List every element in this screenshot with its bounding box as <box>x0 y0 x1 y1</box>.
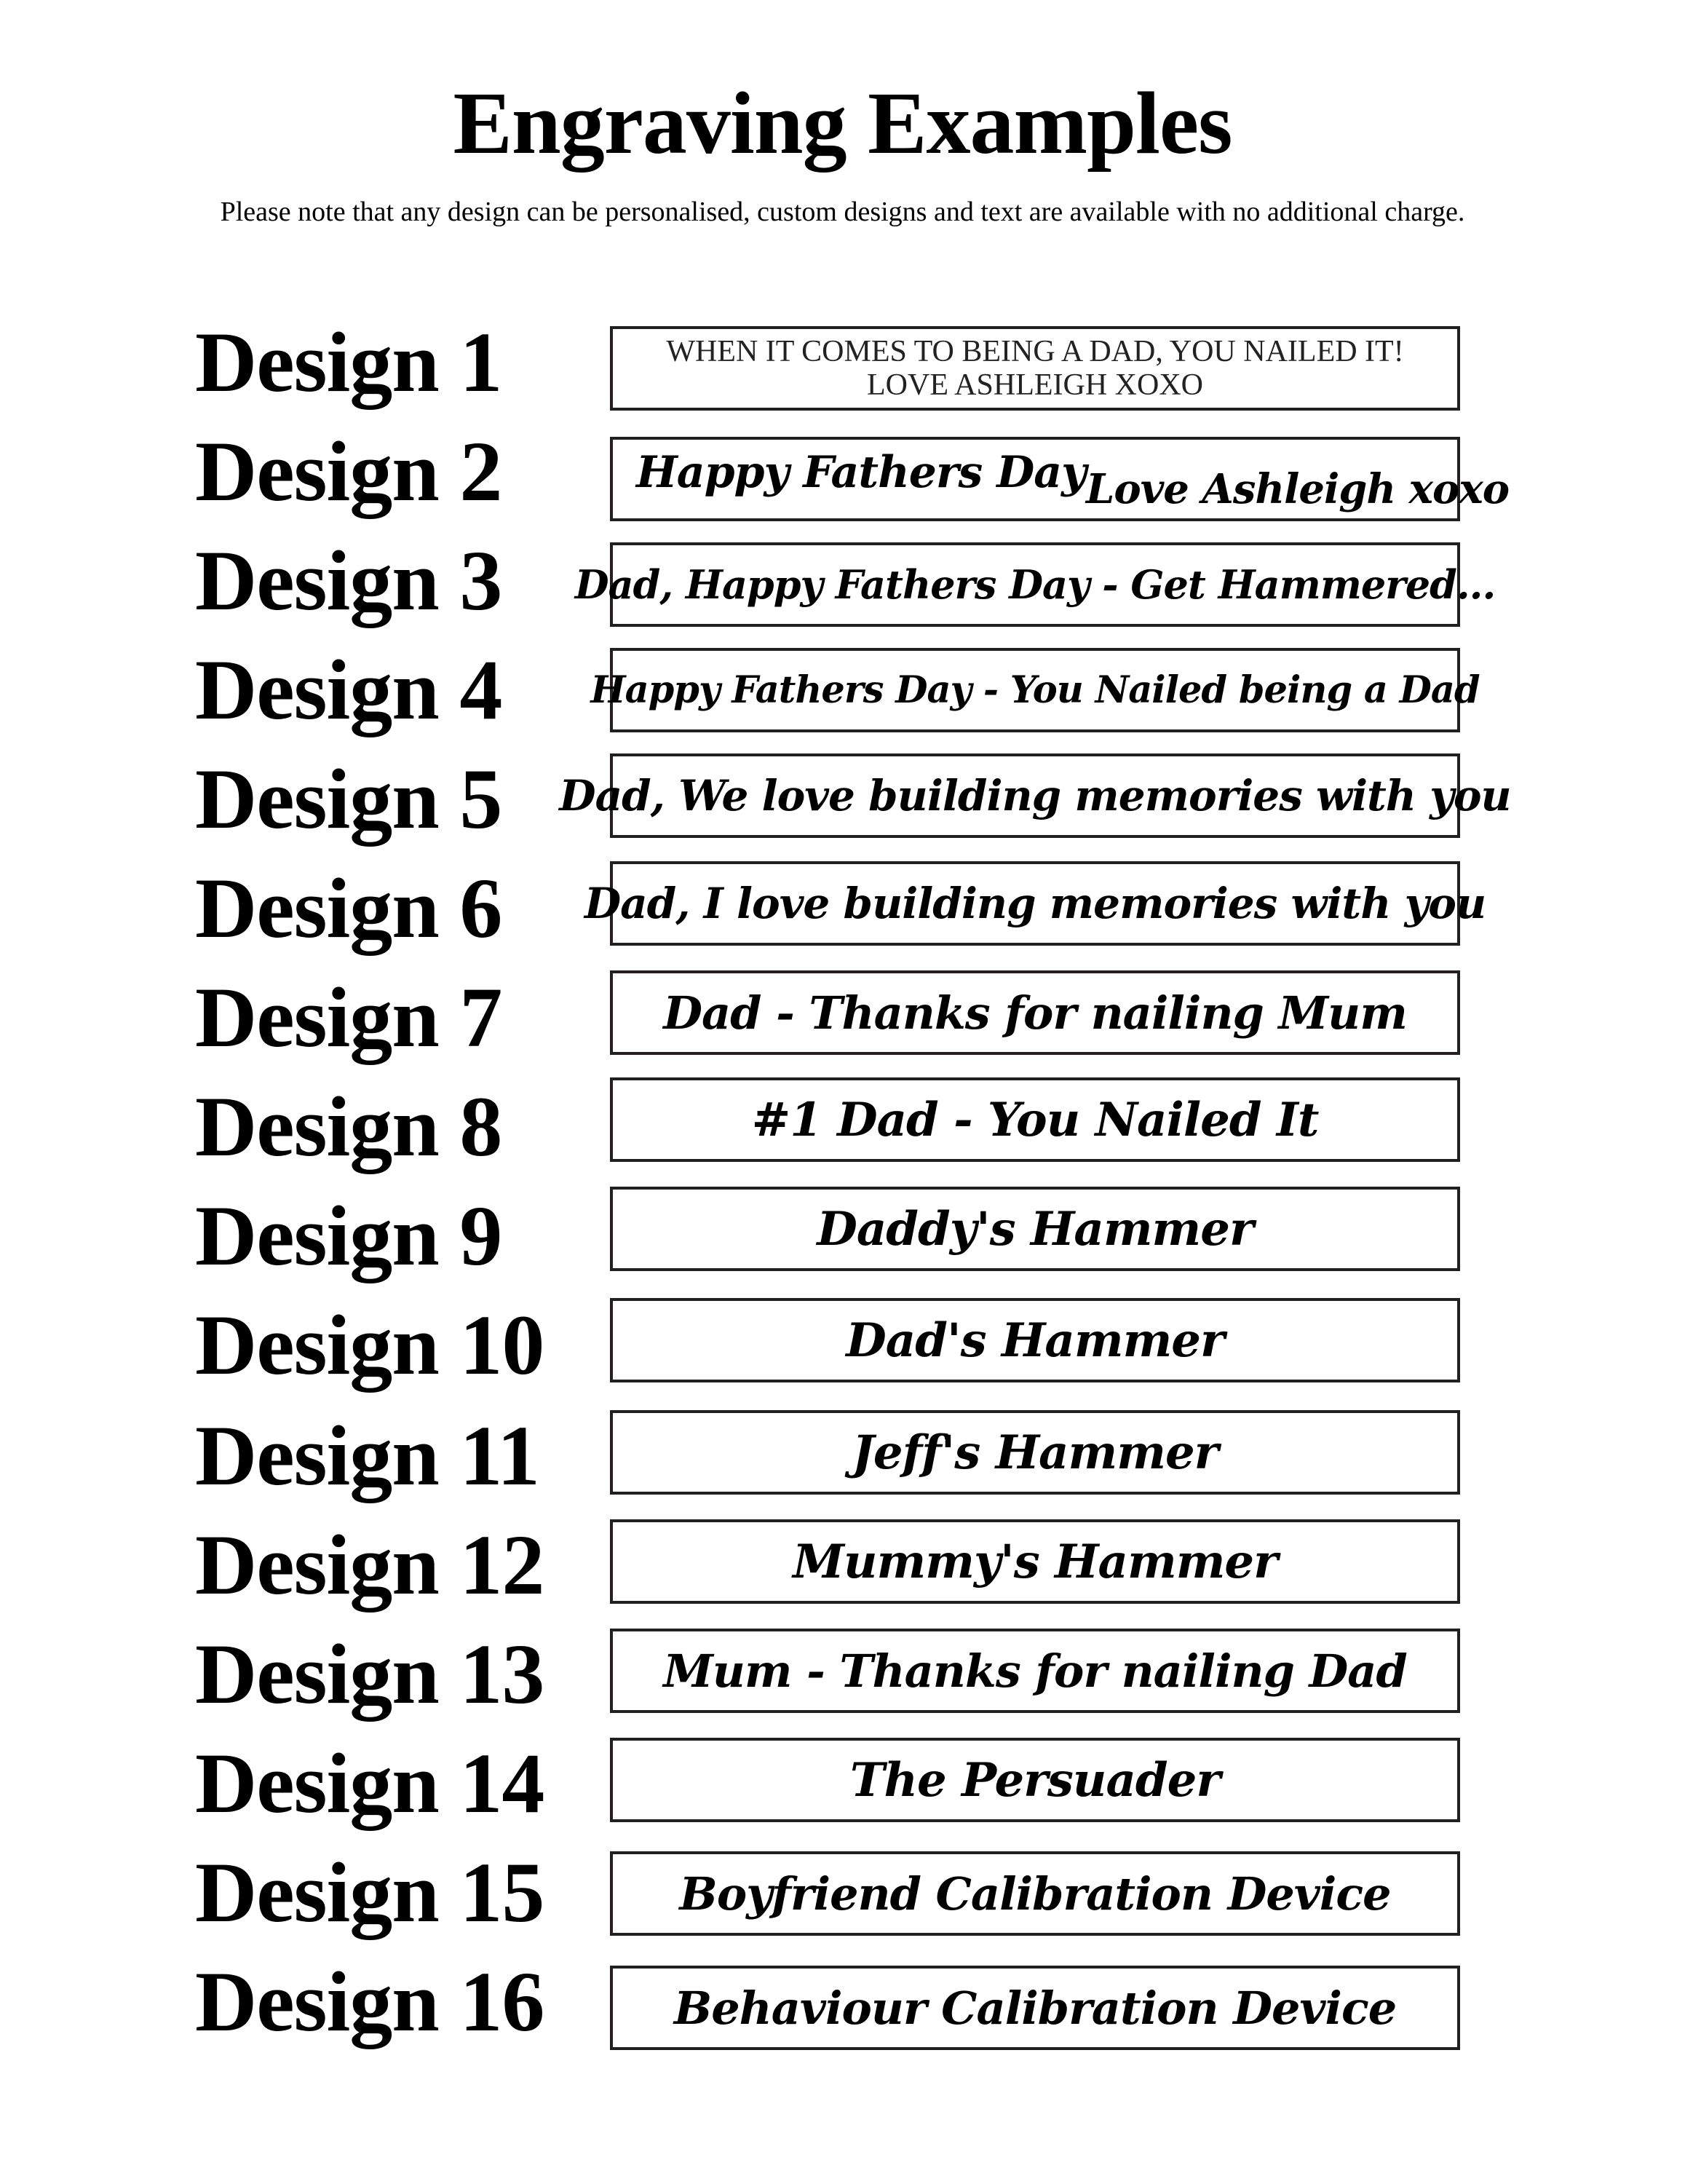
engraving-line: LOVE ASHLEIGH XOXO <box>867 368 1203 402</box>
engraving-text: Dad - Thanks for nailing Mum <box>663 986 1407 1040</box>
engraving-part: Love Ashleigh xoxo <box>1085 465 1510 513</box>
design-label: Design 13 <box>195 1626 544 1722</box>
engraving-plate <box>559 753 1511 838</box>
design-label: Design 6 <box>195 860 502 956</box>
design-label: Design 7 <box>195 970 502 1065</box>
engraving-text <box>613 440 1510 518</box>
engraving-plate <box>610 1851 1460 1936</box>
design-label: Design 9 <box>195 1188 502 1283</box>
engraving-plate <box>610 1298 1460 1382</box>
engraving-text: Mum - Thanks for nailing Dad <box>663 1644 1407 1698</box>
design-label: Design 15 <box>195 1845 544 1940</box>
engraving-plate <box>584 861 1486 946</box>
engraving-text: Daddy's Hammer <box>817 1201 1253 1257</box>
page-title: Engraving Examples <box>453 74 1232 173</box>
engraving-plate <box>610 1738 1460 1822</box>
design-label: Design 10 <box>195 1297 544 1393</box>
engraving-text: Dad's Hammer <box>846 1313 1224 1368</box>
design-label: Design 16 <box>195 1954 544 2049</box>
engraving-text: Happy Fathers Day - You Nailed being a Dad <box>590 668 1480 712</box>
engraving-plate <box>610 1077 1460 1162</box>
engraving-text <box>613 329 1457 408</box>
design-label: Design 3 <box>195 533 502 628</box>
design-label: Design 5 <box>195 751 502 847</box>
engraving-plate <box>574 542 1496 627</box>
page-subtitle: Please note that any design can be personalised, custom designs and text are available with no additional charge. <box>220 197 1465 227</box>
design-label: Design 4 <box>195 642 502 737</box>
design-label: Design 1 <box>195 314 502 410</box>
engraving-plate <box>610 437 1510 521</box>
engraving-plate <box>610 326 1460 411</box>
engraving-text: Dad, I love building memories with you <box>584 879 1486 928</box>
engraving-text: The Persuader <box>849 1752 1221 1808</box>
engraving-text: Boyfriend Calibration Device <box>679 1867 1391 1920</box>
engraving-part: Happy Fathers Day <box>636 447 1086 498</box>
engraving-text: Jeff's Hammer <box>852 1425 1218 1480</box>
engraving-text: Dad, We love building memories with you <box>559 771 1511 820</box>
engraving-line: WHEN IT COMES TO BEING A DAD, YOU NAILED IT! <box>666 335 1404 368</box>
design-label: Design 12 <box>195 1517 544 1613</box>
design-label: Design 2 <box>195 424 502 519</box>
engraving-plate <box>610 1966 1460 2050</box>
engraving-plate <box>610 1410 1460 1495</box>
engraving-plate <box>610 1629 1460 1713</box>
engraving-text: Dad, Happy Fathers Day - Get Hammered... <box>574 561 1496 608</box>
engraving-text: Behaviour Calibration Device <box>673 1981 1397 2035</box>
engraving-plate <box>610 1187 1460 1271</box>
engraving-text: #1 Dad - You Nailed It <box>751 1092 1319 1147</box>
engraving-text: Mummy's Hammer <box>793 1534 1277 1589</box>
design-label: Design 8 <box>195 1079 502 1174</box>
design-label: Design 14 <box>195 1736 544 1831</box>
engraving-plate <box>610 970 1460 1055</box>
design-label: Design 11 <box>195 1408 539 1503</box>
engraving-plate <box>590 648 1480 732</box>
engraving-plate <box>610 1519 1460 1604</box>
